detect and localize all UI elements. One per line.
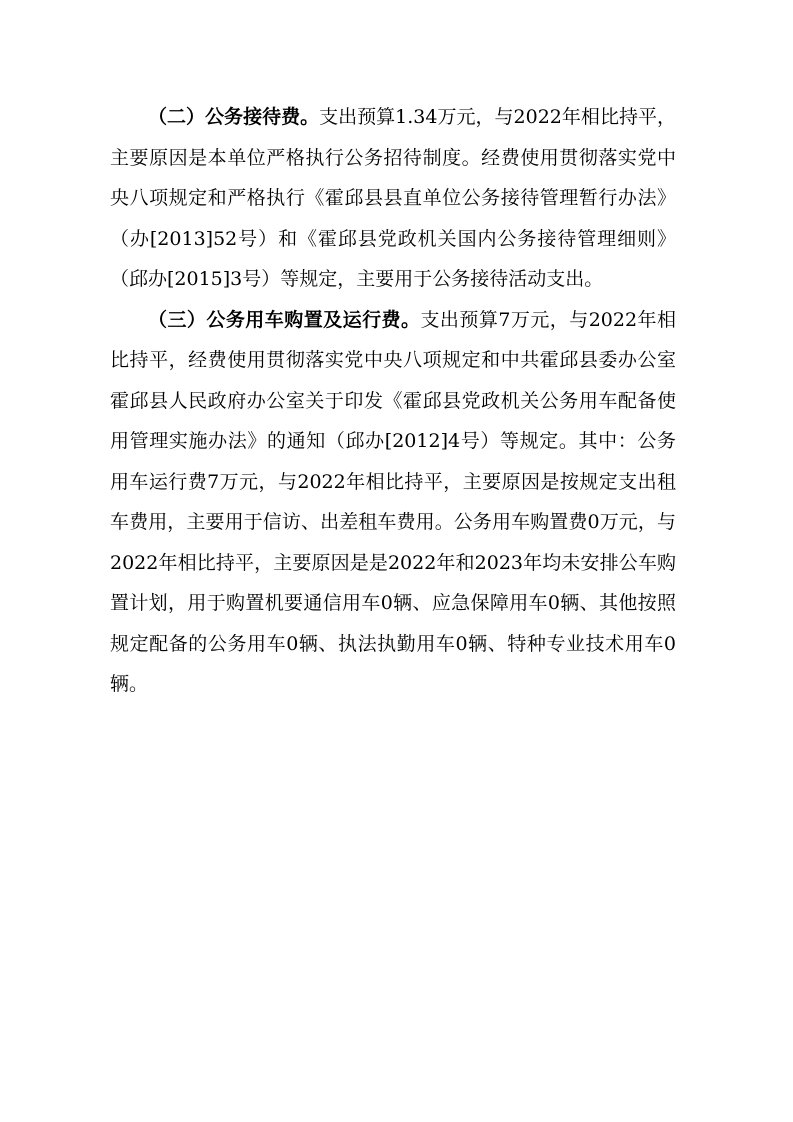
text-vehicle-expense: 支出预算7万元，与2022年相比持平，经费使用贯彻落实党中央八项规定和中共霍邱县委办公室霍邱县人民政府办公室关于印发《霍邱县党政机关公务用车配备使用管理实施办法》的通知（邱办[2012]4号）等规定。其中：公务用车运行费7万元，与2022年相比持平，主要原因是按规定支出租车费用，主要用于信访、出差租车费用。公务用车购置费0万元，与2022年相比持平，主要原因是是2022年和2023年均未安排公车购置计划，用于购置机要通信用车0辆、应急保障用车0辆、其他按照规定配备的公务用车0辆、执法执勤用车0辆、特种专业技术用车0辆。 (110, 308, 676, 695)
document-body (110, 97, 676, 705)
heading-reception-expense: （二）公务接待费。 (148, 106, 320, 128)
heading-vehicle-expense: （三）公务用车购置及运行费。 (148, 308, 421, 331)
paragraph-reception-expense (110, 97, 676, 300)
paragraph-vehicle-expense (110, 300, 676, 705)
text-reception-expense: 支出预算1.34万元，与2022年相比持平，主要原因是本单位严格执行公务招待制度。经费使用贯彻落实党中央八项规定和严格执行《霍邱县县直单位公务接待管理暂行办法》（办[2013]52号）和《霍邱县党政机关国内公务接待管理细则》（邱办[2015]3号）等规定，主要用于公务接待活动支出。 (110, 106, 676, 290)
